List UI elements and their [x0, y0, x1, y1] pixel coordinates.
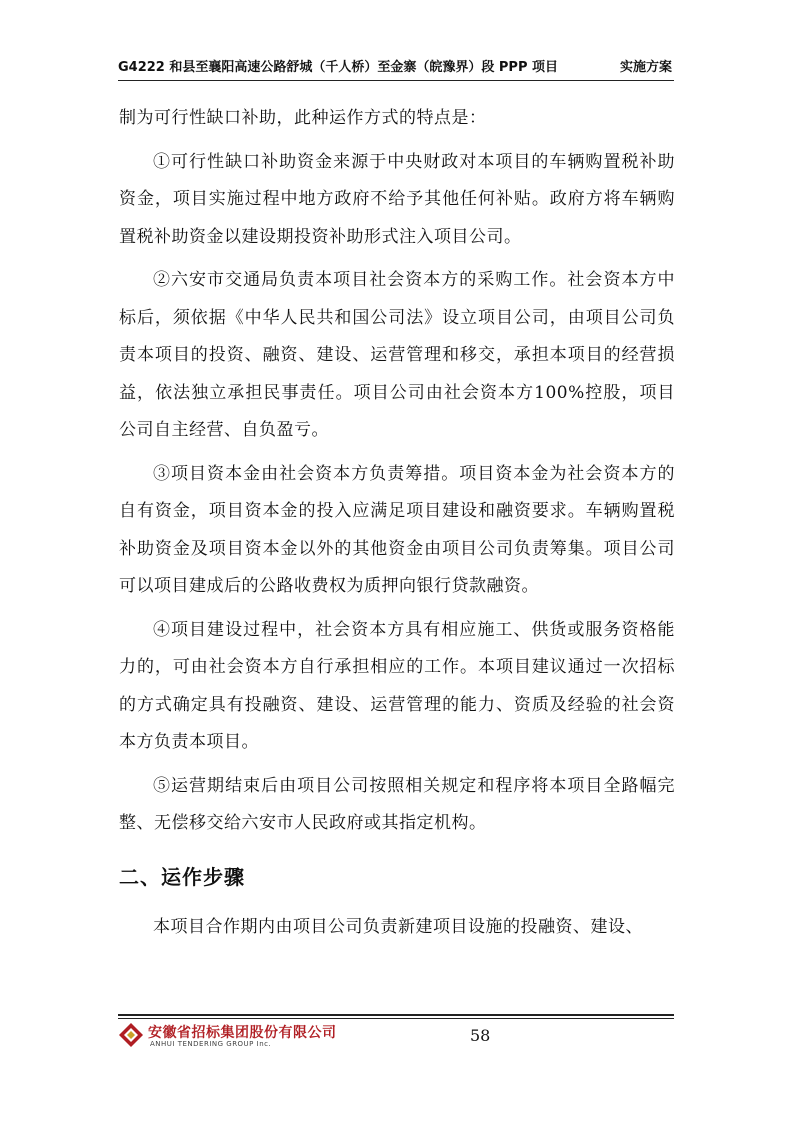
paragraph-continuation: 制为可行性缺口补助，此种运作方式的特点是： — [119, 108, 487, 128]
header-project-title: G4222 和县至襄阳高速公路舒城（千人桥）至金寨（皖豫界）段 PPP 项目 — [118, 60, 559, 75]
company-logo — [118, 1022, 338, 1050]
paragraph-item-1: ①可行性缺口补助资金来源于中央财政对本项目的车辆购置税补助资金，项目实施过程中地方政府不给予其他任何补贴。政府方将车辆购置税补助资金以建设期投资补助形式注入项目公司。 — [119, 151, 675, 247]
company-name-en: ANHUI TENDERING GROUP Inc. — [150, 1040, 272, 1048]
paragraph-section-intro: 本项目合作期内由项目公司负责新建项目设施的投融资、建设、 — [153, 916, 643, 937]
logo-diamond-icon — [118, 1022, 144, 1048]
footer-divider-thick — [118, 1014, 674, 1016]
paragraph-item-5: ⑤运营期结束后由项目公司按照相关规定和程序将本项目全路幅完整、无偿移交给六安市人民政府或其指定机构。 — [119, 775, 675, 833]
page-header — [118, 52, 674, 76]
section-heading: 二、运作步骤 — [119, 864, 245, 889]
page-body — [119, 100, 675, 952]
footer-divider-thin — [118, 1018, 674, 1019]
header-divider — [118, 80, 674, 81]
page-number: 58 — [470, 1026, 491, 1045]
paragraph-item-4: ④项目建设过程中，社会资本方具有相应施工、供货或服务资格能力的，可由社会资本方自行承担相应的工作。本项目建议通过一次招标的方式确定具有投融资、建设、运营管理的能力、资质及经验的社会资本方负责本项目。 — [119, 619, 675, 752]
paragraph-item-2: ②六安市交通局负责本项目社会资本方的采购工作。社会资本方中标后，须依据《中华人民共和国公司法》设立项目公司，由项目公司负责本项目的投资、融资、建设、运营管理和移交，承担本项目的经营损益，依法独立承担民事责任。项目公司由社会资本方100%控股，项目公司自主经营、自负盈亏。 — [119, 270, 675, 440]
header-doc-type: 实施方案 — [619, 60, 672, 75]
company-name-cn: 安徽省招标集团股份有限公司 — [148, 1025, 337, 1041]
paragraph-item-3: ③项目资本金由社会资本方负责筹措。项目资本金为社会资本方的自有资金，项目资本金的投入应满足项目建设和融资要求。车辆购置税补助资金及项目资本金以外的其他资金由项目公司负责筹集。项目公司可以项目建成后的公路收费权为质押向银行贷款融资。 — [119, 463, 675, 596]
